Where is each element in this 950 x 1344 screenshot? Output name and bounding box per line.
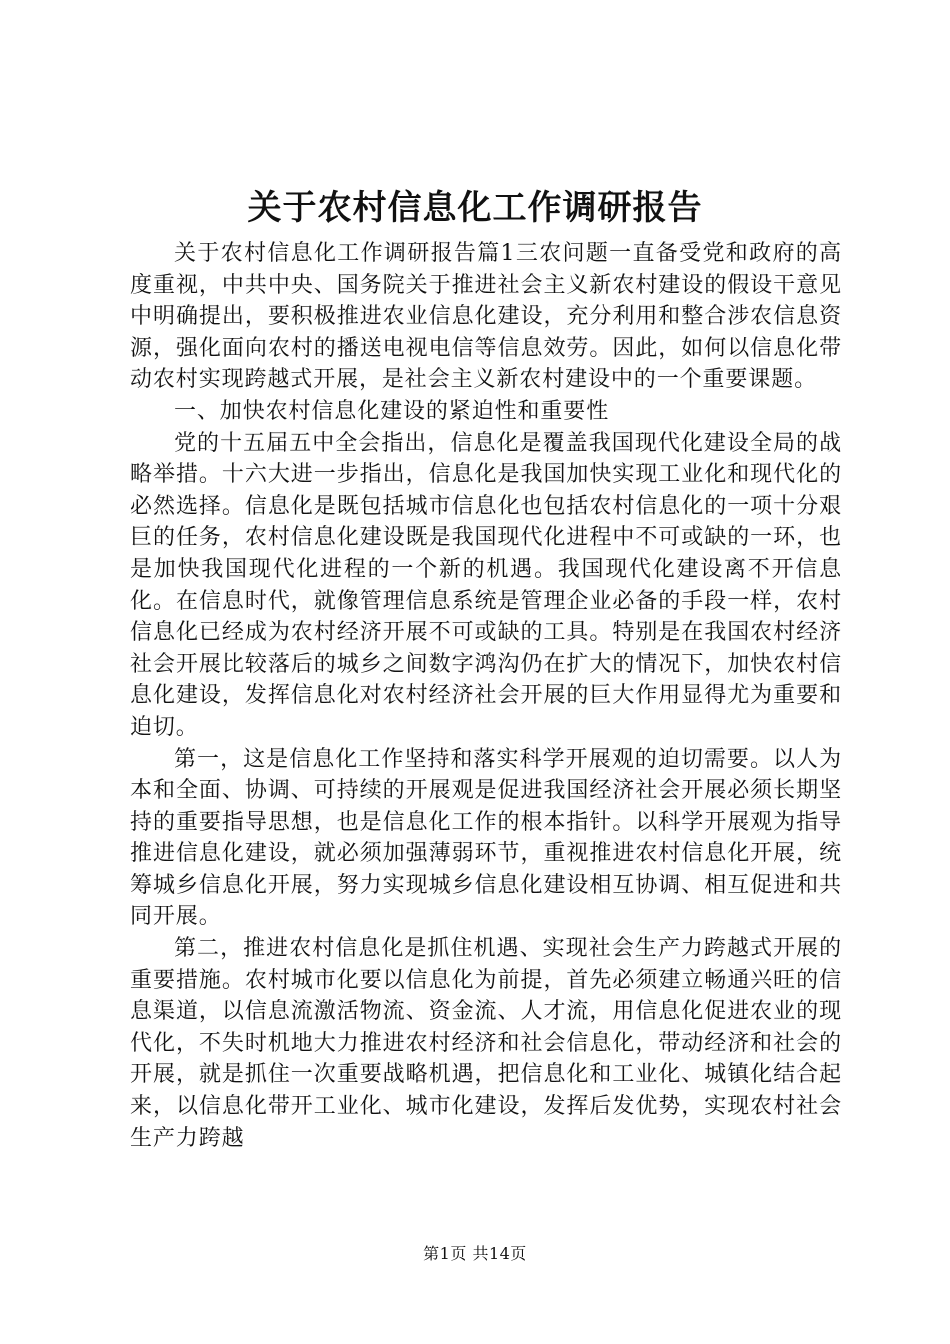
paragraph-second-point: 第二，推进农村信息化是抓住机遇、实现社会生产力跨越式开展的重要措施。农村城市化要以信息化为前提，首先必须建立畅通兴旺的信息渠道，以信息流激活物流、资金流、人才流，用信息化促进农业的现代化，不失时机地大力推进农村经济和社会信息化，带动经济和社会的开展，就是抓住一次重要战略机遇，把信息化和工业化、城镇化结合起来，以信息化带开工业化、城市化建设，发挥后发优势，实现农村社会生产力跨越 (130, 936, 842, 1151)
document-title: 关于农村信息化工作调研报告 (247, 188, 703, 228)
paragraph-importance: 党的十五届五中全会指出，信息化是覆盖我国现代化建设全局的战略举措。十六大进一步指出，信息化是我国加快实现工业化和现代化的必然选择。信息化是既包括城市信息化也包括农村信息化的一项十分艰巨的任务，农村信息化建设既是我国现代化进程中不可或缺的一环，也是加快我国现代化进程的一个新的机遇。我国现代化建设离不开信息化。在信息时代，就像管理信息系统是管理企业必备的手段一样，农村信息化已经成为农村经济开展不可或缺的工具。特别是在我国农村经济社会开展比较落后的城乡之间数字鸿沟仍在扩大的情况下，加快农村信息化建设，发挥信息化对农村经济社会开展的巨大作用显得尤为重要和迫切。 (130, 430, 842, 740)
paragraph-first-point: 第一，这是信息化工作坚持和落实科学开展观的迫切需要。以人为本和全面、协调、可持续的开展观是促进我国经济社会开展必须长期坚持的重要指导思想，也是信息化工作的根本指针。以科学开展观为指导推进信息化建设，就必须加强薄弱环节，重视推进农村信息化开展，统筹城乡信息化开展，努力实现城乡信息化建设相互协调、相互促进和共同开展。 (130, 746, 842, 930)
document-body (130, 238, 842, 1154)
paragraph-intro: 关于农村信息化工作调研报告篇1三农问题一直备受党和政府的高度重视，中共中央、国务院关于推进社会主义新农村建设的假设干意见中明确提出，要积极推进农业信息化建设，充分利用和整合涉农信息资源，强化面向农村的播送电视电信等信息效劳。因此，如何以信息化带动农村实现跨越式开展，是社会主义新农村建设中的一个重要课题。 (130, 241, 842, 393)
page-footer: 第1页 共14页 (423, 1244, 527, 1263)
section-heading-1: 一、加快农村信息化建设的紧迫性和重要性 (174, 398, 610, 424)
